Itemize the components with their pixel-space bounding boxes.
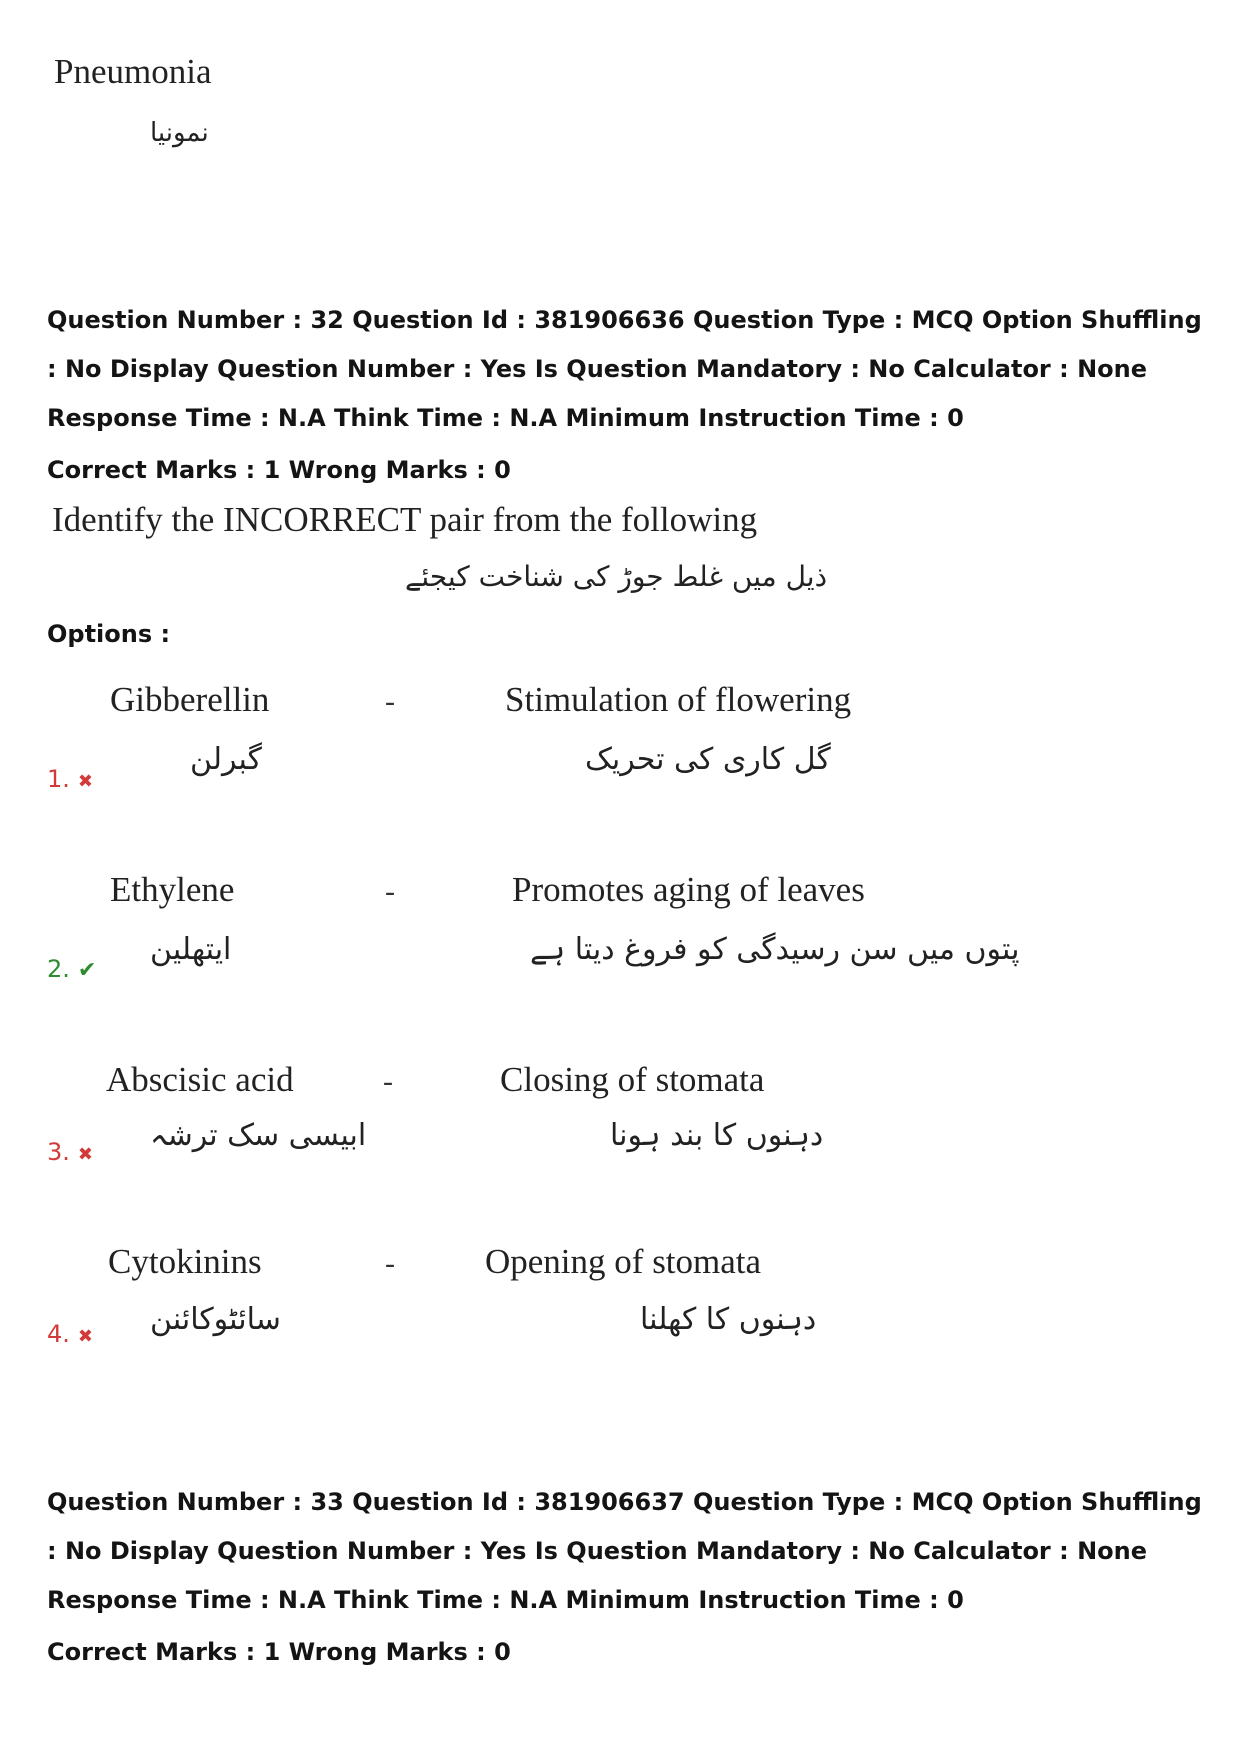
- option-2-right-english: Promotes aging of leaves: [512, 870, 865, 909]
- prev-option-english: Pneumonia: [54, 52, 212, 91]
- option-2-right-urdu: پتوں میں سن رسیدگی کو فروغ دیتا ہے: [530, 932, 1020, 967]
- option-2-number-label: 2.: [47, 955, 70, 983]
- option-2-left-urdu: ایتھلین: [150, 932, 232, 967]
- option-1-left-urdu: گبرلن: [190, 742, 262, 777]
- wrong-cross-icon: ✖: [77, 1144, 93, 1165]
- option-2-dash: -: [385, 875, 395, 908]
- option-1-number: [47, 765, 93, 793]
- option-4-left-urdu: سائٹوکائنن: [150, 1302, 281, 1337]
- q32-marks: Correct Marks : 1 Wrong Marks : 0: [47, 456, 511, 484]
- option-1-right-english: Stimulation of flowering: [505, 680, 852, 719]
- option-3-dash: -: [383, 1065, 393, 1098]
- option-2-left-english: Ethylene: [110, 870, 235, 909]
- option-3-right-urdu: دہنوں کا بند ہونا: [610, 1118, 824, 1153]
- option-4-right-urdu: دہنوں کا کھلنا: [640, 1302, 817, 1337]
- wrong-cross-icon: ✖: [77, 771, 93, 792]
- wrong-cross-icon: ✖: [77, 1326, 93, 1347]
- option-3-number-label: 3.: [47, 1138, 70, 1166]
- option-1-right-urdu: گل کاری کی تحریک: [585, 742, 831, 777]
- option-2-number: [47, 955, 96, 983]
- q33-marks: Correct Marks : 1 Wrong Marks : 0: [47, 1638, 511, 1666]
- prev-option-urdu: نمونیا: [150, 118, 209, 148]
- option-3-left-english: Abscisic acid: [106, 1060, 294, 1099]
- q33-meta: Question Number : 33 Question Id : 381906637 Question Type : MCQ Option Shuffling : No Display Question Number : Yes Is Question Mandatory : No Calculator : None Response Time : N.A Think Time : N.A Minimum Instruction Time : 0: [47, 1488, 1202, 1614]
- option-4-dash: -: [385, 1247, 395, 1280]
- option-4-number: [47, 1320, 93, 1348]
- option-4-number-label: 4.: [47, 1320, 70, 1348]
- q32-meta: Question Number : 32 Question Id : 381906636 Question Type : MCQ Option Shuffling : No Display Question Number : Yes Is Question Mandatory : No Calculator : None Response Time : N.A Think Time : N.A Minimum Instruction Time : 0: [47, 306, 1202, 432]
- option-3-number: [47, 1138, 93, 1166]
- option-3-right-english: Closing of stomata: [500, 1060, 765, 1099]
- options-label: Options :: [47, 620, 171, 648]
- option-1-dash: -: [385, 685, 395, 718]
- option-4-right-english: Opening of stomata: [485, 1242, 762, 1281]
- option-3-left-urdu: ابیسی سک ترشہ: [150, 1118, 367, 1153]
- option-1-number-label: 1.: [47, 765, 70, 793]
- q32-question-urdu: ذیل میں غلط جوڑ کی شناخت کیجئے: [405, 560, 828, 593]
- correct-check-icon: ✔: [77, 958, 97, 983]
- option-1-left-english: Gibberellin: [110, 680, 270, 719]
- option-4-left-english: Cytokinins: [108, 1242, 262, 1281]
- q32-question-english: Identify the INCORRECT pair from the following: [52, 500, 758, 539]
